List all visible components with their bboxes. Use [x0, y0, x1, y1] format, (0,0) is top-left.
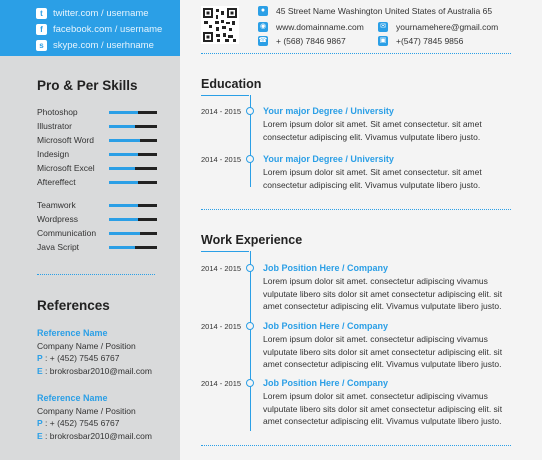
skill-level-fill	[109, 153, 138, 156]
skill-level-fill	[109, 167, 135, 170]
skill-row	[37, 175, 157, 189]
footer-divider	[201, 445, 511, 446]
phone-label: P	[37, 353, 43, 363]
skill-name: Photoshop	[37, 107, 78, 117]
reference-block	[37, 392, 152, 442]
timeline-dot	[246, 379, 254, 387]
entry-date: 2014 - 2015	[201, 322, 242, 331]
entry-date: 2014 - 2015	[201, 155, 242, 164]
envelope-icon: ✉	[378, 22, 388, 32]
skill-level-bar	[109, 232, 157, 235]
reference-name: Reference Name	[37, 328, 108, 338]
skill-level-bar	[109, 218, 157, 221]
skill-row	[37, 226, 157, 240]
education-heading-underline	[201, 95, 249, 96]
social-link-text[interactable]: facebook.com / username	[53, 23, 163, 35]
timeline-dot	[246, 264, 254, 272]
social-link-text[interactable]: twitter.com / username	[53, 7, 149, 19]
entry-description: Lorem ipsum dolor sit amet. consectetur adipiscing vivamus vulputate libero sits dolor sit amet consectetur adipiscing elit. sit amet consectetur adipiscing elit. Vivamus vulputate libero justo.	[263, 391, 503, 426]
skill-level-fill	[109, 204, 138, 207]
skill-name: Communication	[37, 228, 97, 238]
skill-row	[37, 198, 157, 212]
skill-name: Microsoft Excel	[37, 163, 95, 173]
skill-row	[37, 119, 157, 133]
skype-icon: s	[36, 40, 47, 51]
address-text: 45 Street Name Washington United States of Australia 65	[276, 6, 493, 16]
contact-website[interactable]	[258, 22, 364, 32]
skill-name: Java Script	[37, 242, 80, 252]
skill-level-fill	[109, 125, 135, 128]
skill-name: Aftereffect	[37, 177, 76, 187]
entry-date: 2014 - 2015	[201, 264, 242, 273]
entry-title: Job Position Here / Company	[263, 263, 389, 273]
entry-title: Your major Degree / University	[263, 154, 394, 164]
email-label: E	[37, 365, 43, 376]
skill-level-bar	[109, 111, 157, 114]
timeline-dot	[246, 322, 254, 330]
references-heading: References	[37, 298, 110, 313]
skill-row	[37, 133, 157, 147]
skill-level-bar	[109, 139, 157, 142]
skill-level-bar	[109, 204, 157, 207]
skill-row	[37, 240, 157, 254]
entry-description: Lorem ipsum dolor sit amet. consectetur adipiscing vivamus vulputate libero sits dolor sit amet consectetur adipiscing elit. sit amet consectetur adipiscing elit. Vivamus vulputate libero justo.	[263, 276, 503, 311]
entry-date: 2014 - 2015	[201, 379, 242, 388]
skills-heading: Pro & Per Skills	[37, 78, 138, 93]
timeline-dot	[246, 107, 254, 115]
skill-name: Microsoft Word	[37, 135, 94, 145]
email-label: E	[37, 430, 43, 441]
entry-description: Lorem ipsum dolor sit amet. consectetur adipiscing vivamus vulputate libero sits dolor sit amet consectetur adipiscing elit. sit amet consectetur adipiscing elit. Vivamus vulputate libero justo.	[263, 334, 503, 369]
contact-email[interactable]	[378, 22, 498, 32]
skill-name: Teamwork	[37, 200, 76, 210]
reference-position: Company Name / Position	[37, 340, 136, 351]
skill-level-fill	[109, 139, 140, 142]
entry-description: Lorem ipsum dolor sit amet. Sit amet consectetur. sit amet consectetur adipiscing elit. Vivamus vulputate libero justo.	[263, 167, 482, 190]
entry-title: Your major Degree / University	[263, 106, 394, 116]
contact-address	[258, 6, 492, 16]
reference-block	[37, 327, 152, 377]
email-text[interactable]: yournamehere@gmail.com	[396, 22, 499, 32]
education-heading: Education	[201, 77, 262, 91]
twitter-icon: t	[36, 8, 47, 19]
skill-level-fill	[109, 111, 138, 114]
social-link-facebook[interactable]	[36, 21, 180, 37]
contact-fax	[378, 36, 463, 46]
pro-skills-list	[37, 105, 157, 189]
entry-date: 2014 - 2015	[201, 107, 242, 116]
skill-level-bar	[109, 246, 157, 249]
work-heading-underline	[201, 251, 249, 252]
social-link-twitter[interactable]	[36, 5, 180, 21]
social-link-skype[interactable]	[36, 37, 180, 53]
sidebar-divider	[37, 274, 155, 275]
skill-row	[37, 161, 157, 175]
per-skills-list	[37, 198, 157, 254]
entry-title: Job Position Here / Company	[263, 378, 389, 388]
location-pin-icon: ●	[258, 6, 268, 16]
entry-title: Job Position Here / Company	[263, 321, 389, 331]
qr-code-icon	[201, 6, 239, 44]
phone-label: P	[37, 418, 43, 428]
reference-phone: : + (452) 7545 6767	[45, 418, 120, 428]
skill-row	[37, 147, 157, 161]
facebook-icon: f	[36, 24, 47, 35]
globe-icon: ◉	[259, 23, 267, 30]
website-text[interactable]: www.domainname.com	[276, 22, 364, 32]
reference-email[interactable]: : brokrosbar2010@mail.com	[45, 365, 152, 376]
reference-phone: : + (452) 7545 6767	[45, 353, 120, 363]
reference-name: Reference Name	[37, 393, 108, 403]
contact-phone	[258, 36, 346, 46]
fax-icon: ▣	[379, 37, 387, 44]
reference-email[interactable]: : brokrosbar2010@mail.com	[45, 430, 152, 441]
skill-level-bar	[109, 125, 157, 128]
skill-row	[37, 105, 157, 119]
work-experience-heading: Work Experience	[201, 233, 303, 247]
skill-level-bar	[109, 167, 157, 170]
skill-level-fill	[109, 232, 140, 235]
entry-description: Lorem ipsum dolor sit amet. Sit amet consectetur. sit amet consectetur adipiscing elit. Vivamus vulputate libero justo.	[263, 119, 482, 142]
skill-level-fill	[109, 181, 138, 184]
phone-text: + (568) 7846 9867	[276, 36, 346, 46]
skill-name: Illustrator	[37, 121, 72, 131]
skill-level-bar	[109, 153, 157, 156]
social-link-text[interactable]: skype.com / userhname	[53, 39, 154, 51]
skill-row	[37, 212, 157, 226]
work-timeline	[250, 251, 251, 431]
skill-level-fill	[109, 246, 135, 249]
reference-position: Company Name / Position	[37, 405, 136, 416]
skill-level-fill	[109, 218, 138, 221]
skill-level-bar	[109, 181, 157, 184]
sidebar	[0, 0, 180, 460]
phone-icon: ☎	[258, 37, 268, 44]
skill-name: Indesign	[37, 149, 70, 159]
header-divider	[201, 53, 511, 54]
fax-text: +(547) 7845 9856	[396, 36, 464, 46]
section-divider	[201, 209, 511, 210]
social-links-panel	[0, 0, 180, 56]
skill-name: Wordpress	[37, 214, 78, 224]
timeline-dot	[246, 155, 254, 163]
